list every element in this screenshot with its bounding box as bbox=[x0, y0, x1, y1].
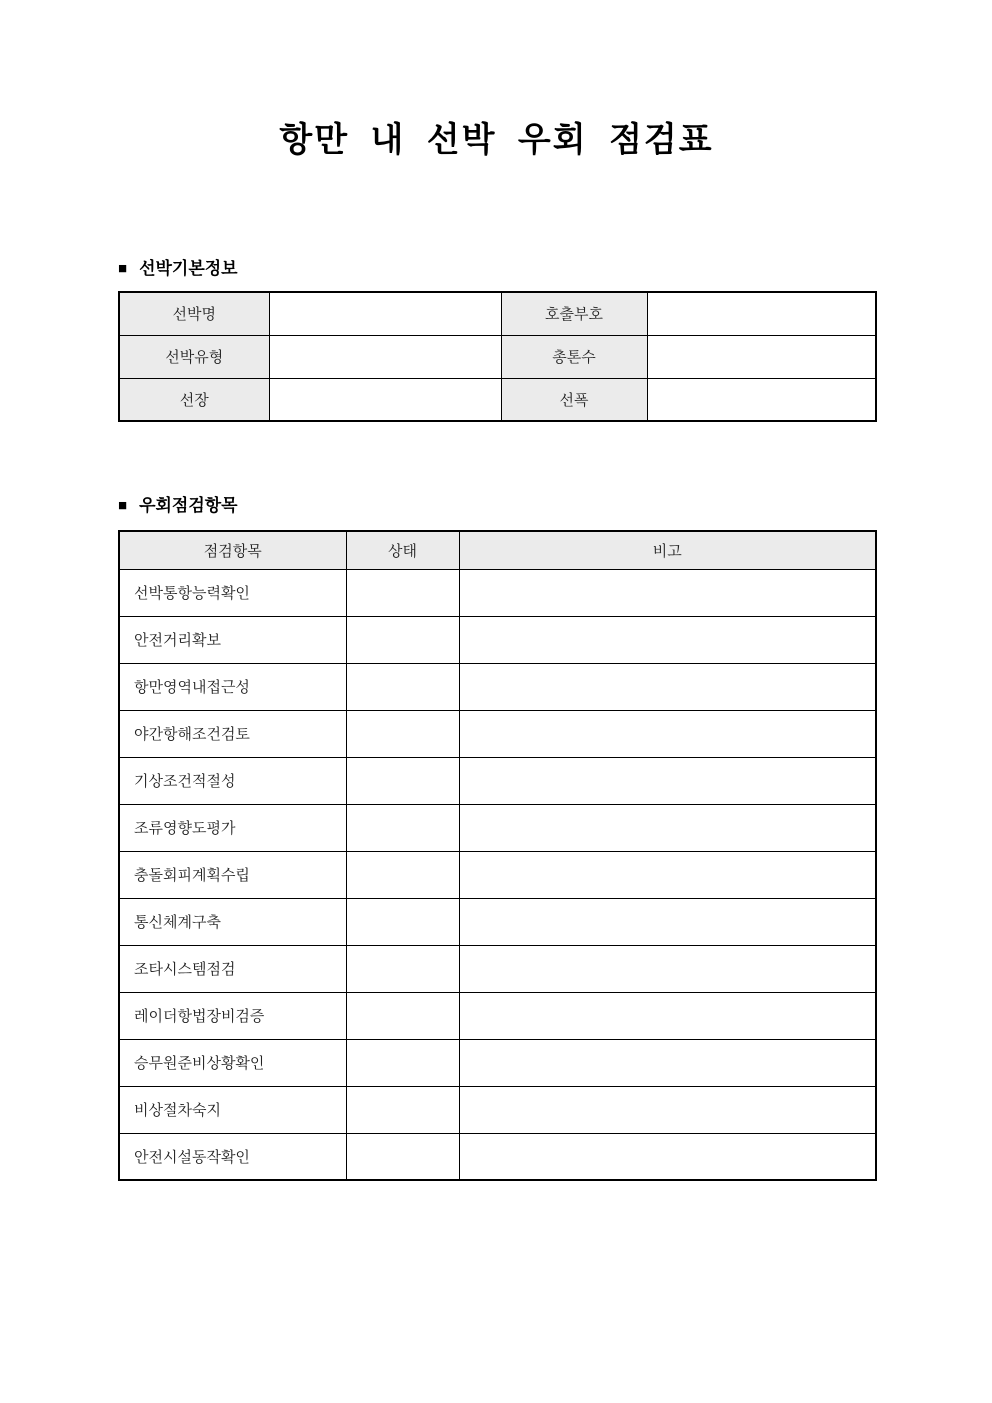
field-label-beam: 선폭 bbox=[501, 378, 647, 421]
status-input-cell[interactable] bbox=[346, 663, 459, 710]
field-input-gross-tonnage[interactable] bbox=[647, 335, 876, 378]
note-input-cell[interactable] bbox=[459, 804, 876, 851]
square-bullet-icon: ■ bbox=[118, 260, 128, 277]
status-input-cell[interactable] bbox=[346, 851, 459, 898]
checklist-row bbox=[119, 804, 876, 851]
status-input-cell[interactable] bbox=[346, 710, 459, 757]
table-header-row bbox=[119, 531, 876, 569]
note-input-cell[interactable] bbox=[459, 945, 876, 992]
note-input-cell[interactable] bbox=[459, 710, 876, 757]
checklist-row bbox=[119, 663, 876, 710]
field-input-captain[interactable] bbox=[269, 378, 501, 421]
field-label-call-sign: 호출부호 bbox=[501, 292, 647, 335]
checklist-row bbox=[119, 710, 876, 757]
check-item-label: 안전시설동작확인 bbox=[119, 1133, 346, 1180]
checklist-row bbox=[119, 1039, 876, 1086]
check-item-label: 안전거리확보 bbox=[119, 616, 346, 663]
check-item-label: 항만영역내접근성 bbox=[119, 663, 346, 710]
check-item-label: 레이더항법장비검증 bbox=[119, 992, 346, 1039]
checklist-row bbox=[119, 1086, 876, 1133]
note-input-cell[interactable] bbox=[459, 898, 876, 945]
check-item-label: 충돌회피계획수립 bbox=[119, 851, 346, 898]
status-input-cell[interactable] bbox=[346, 616, 459, 663]
note-input-cell[interactable] bbox=[459, 616, 876, 663]
basic-info-table bbox=[118, 291, 877, 422]
status-input-cell[interactable] bbox=[346, 757, 459, 804]
status-input-cell[interactable] bbox=[346, 804, 459, 851]
checklist-row bbox=[119, 1133, 876, 1180]
check-item-label: 기상조건적절성 bbox=[119, 757, 346, 804]
note-input-cell[interactable] bbox=[459, 569, 876, 616]
column-header-status: 상태 bbox=[346, 531, 459, 569]
check-item-label: 조타시스템점검 bbox=[119, 945, 346, 992]
checklist-row bbox=[119, 945, 876, 992]
check-item-label: 비상절차숙지 bbox=[119, 1086, 346, 1133]
note-input-cell[interactable] bbox=[459, 1086, 876, 1133]
note-input-cell[interactable] bbox=[459, 992, 876, 1039]
status-input-cell[interactable] bbox=[346, 945, 459, 992]
check-item-label: 야간항해조건검토 bbox=[119, 710, 346, 757]
note-input-cell[interactable] bbox=[459, 663, 876, 710]
check-item-label: 조류영향도평가 bbox=[119, 804, 346, 851]
note-input-cell[interactable] bbox=[459, 757, 876, 804]
section-heading-label: 우회점검항목 bbox=[139, 496, 238, 515]
field-label-ship-name: 선박명 bbox=[119, 292, 269, 335]
checklist-row bbox=[119, 898, 876, 945]
note-input-cell[interactable] bbox=[459, 1133, 876, 1180]
field-label-ship-type: 선박유형 bbox=[119, 335, 269, 378]
section-heading-label: 선박기본정보 bbox=[139, 259, 238, 278]
table-row bbox=[119, 292, 876, 335]
checklist-row bbox=[119, 569, 876, 616]
table-row bbox=[119, 335, 876, 378]
field-input-call-sign[interactable] bbox=[647, 292, 876, 335]
section-heading-basic-info bbox=[118, 258, 875, 280]
note-input-cell[interactable] bbox=[459, 851, 876, 898]
note-input-cell[interactable] bbox=[459, 1039, 876, 1086]
page-title: 항만 내 선박 우회 점검표 bbox=[279, 121, 714, 159]
status-input-cell[interactable] bbox=[346, 569, 459, 616]
checklist-table bbox=[118, 530, 877, 1181]
checklist-row bbox=[119, 992, 876, 1039]
field-label-gross-tonnage: 총톤수 bbox=[501, 335, 647, 378]
document-content bbox=[0, 118, 992, 1181]
column-header-note: 비고 bbox=[459, 531, 876, 569]
check-item-label: 선박통항능력확인 bbox=[119, 569, 346, 616]
checklist-row bbox=[119, 757, 876, 804]
field-input-beam[interactable] bbox=[647, 378, 876, 421]
section-heading-checklist bbox=[118, 495, 875, 517]
field-label-captain: 선장 bbox=[119, 378, 269, 421]
checklist-row bbox=[119, 616, 876, 663]
field-input-ship-type[interactable] bbox=[269, 335, 501, 378]
check-item-label: 승무원준비상황확인 bbox=[119, 1039, 346, 1086]
field-input-ship-name[interactable] bbox=[269, 292, 501, 335]
column-header-check-item: 점검항목 bbox=[119, 531, 346, 569]
status-input-cell[interactable] bbox=[346, 1039, 459, 1086]
status-input-cell[interactable] bbox=[346, 1086, 459, 1133]
status-input-cell[interactable] bbox=[346, 898, 459, 945]
status-input-cell[interactable] bbox=[346, 1133, 459, 1180]
square-bullet-icon: ■ bbox=[118, 497, 128, 514]
status-input-cell[interactable] bbox=[346, 992, 459, 1039]
checklist-row bbox=[119, 851, 876, 898]
check-item-label: 통신체계구축 bbox=[119, 898, 346, 945]
table-row bbox=[119, 378, 876, 421]
